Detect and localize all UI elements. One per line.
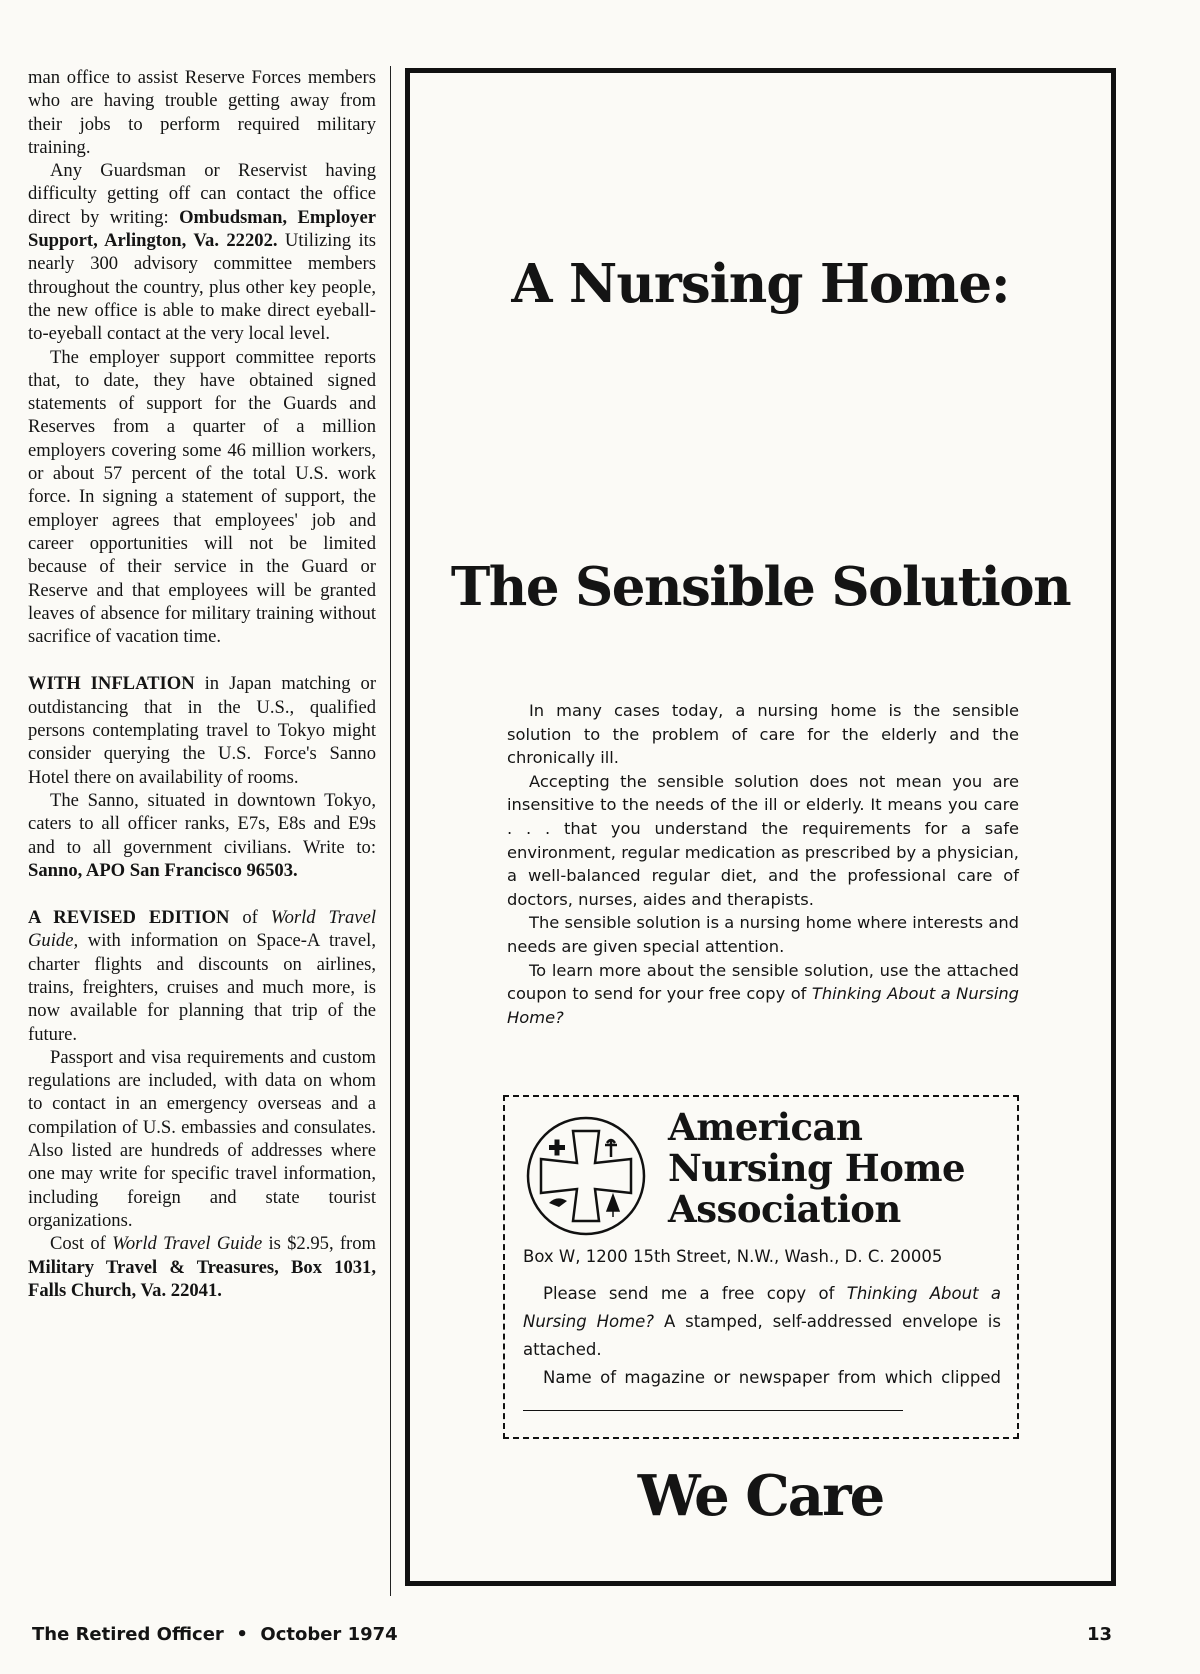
- coupon-fill-line[interactable]: [523, 1396, 903, 1411]
- ad-body: [507, 699, 1019, 1029]
- ad-paragraph: Accepting the sensible solution does not mean you are insensitive to the needs of the ill or elderly. It means you care . . . that you understand the requirements for a safe environment, regular medication as prescribed by a physician, a well-balanced regular diet, and the professional care of doctors, nurses, aides and therapists.: [507, 771, 1019, 909]
- column-divider: [390, 66, 391, 1596]
- association-name-line: American: [668, 1105, 863, 1149]
- ad-headline: A Nursing Home:: [511, 253, 1010, 315]
- advertisement: [405, 68, 1116, 1586]
- association-address: Box W, 1200 15th Street, N.W., Wash., D. C. 20005: [523, 1247, 943, 1266]
- coupon-name-field[interactable]: [523, 1364, 1001, 1420]
- article-paragraph: Any Guardsman or Reservist having difficulty getting off can contact the office direct by writing: Ombudsman, Employer Support, Arlington, Va. 22202. Utilizing its nearly 300 advisory committee members throughout the country, plus other key people, the new office is able to make direct eyeball-to-eyeball contact at the very local level.: [28, 160, 377, 345]
- footer-separator: •: [236, 1624, 248, 1645]
- article-paragraph: Cost of World Travel Guide is $2.95, from Military Travel & Treasures, Box 1031, Falls Church, Va. 22041.: [28, 1233, 376, 1301]
- order-coupon[interactable]: [503, 1095, 1019, 1439]
- association-name: [668, 1107, 965, 1230]
- article-paragraph: Passport and visa requirements and custom regulations are included, with data on whom to contact in an emergency overseas and a compilation of U.S. embassies and consulates. Also listed are hundreds of addresses where one may write for specific travel information, including foreign and state tourist organizations.: [28, 1046, 376, 1231]
- association-name-line: Nursing Home: [668, 1146, 966, 1190]
- article-paragraph: man office to assist Reserve Forces members who are having trouble getting away from their jobs to perform required military training.: [28, 67, 376, 158]
- footer-publication: The Retired Officer • October 1974: [32, 1624, 398, 1645]
- coupon-request-text: Please send me a free copy of Thinking About a Nursing Home? A stamped, self-addressed envelope is attached.: [523, 1284, 1001, 1359]
- ad-subheadline: The Sensible Solution: [450, 556, 1071, 618]
- ad-paragraph: In many cases today, a nursing home is the sensible solution to the problem of care for the elderly and the chronically ill.: [507, 701, 1019, 768]
- ad-paragraph: The sensible solution is a nursing home where interests and needs are given special attention.: [507, 913, 1019, 956]
- coupon-name-label: Name of magazine or newspaper from which clipped: [543, 1368, 1001, 1387]
- article-paragraph: The Sanno, situated in downtown Tokyo, caters to all officer ranks, E7s, E8s and E9s and to all government civilians. Write to: Sanno, APO San Francisco 96503.: [28, 789, 376, 881]
- article-paragraph: The employer support committee reports that, to date, they have obtained signed statements of support for the Guards and Reserves from a quarter of a million employers covering some 46 million workers, or about 57 percent of the total U.S. work force. In signing a statement of support, the employer agrees that employees' job and career opportunities will not be limited because of their service in the Guard or Reserve and that employees will be granted leaves of absence for military training without sacrifice of vacation time.: [28, 346, 376, 648]
- coupon-request: [523, 1280, 1001, 1420]
- article-paragraph: A REVISED EDITION of World Travel Guide, with information on Space-A travel, charter flights and discounts on airlines, trains, freighters, cruises and much more, is now available for planning that trip of the future.: [28, 907, 376, 1045]
- article-paragraph: WITH INFLATION in Japan matching or outdistancing that in the U.S., qualified persons contemplating travel to Tokyo might consider querying the U.S. Force's Sanno Hotel there on availability of rooms.: [28, 673, 377, 788]
- article-column: [28, 66, 376, 1302]
- footer-date: October 1974: [260, 1624, 398, 1645]
- ad-paragraph: To learn more about the sensible solution, use the attached coupon to send for your free copy of Thinking About a Nursing Home?: [507, 960, 1019, 1027]
- ad-tagline: We Care: [637, 1463, 884, 1529]
- association-logo-icon: [523, 1113, 649, 1239]
- association-name-line: Association: [668, 1187, 901, 1231]
- page-number: 13: [1086, 1624, 1112, 1645]
